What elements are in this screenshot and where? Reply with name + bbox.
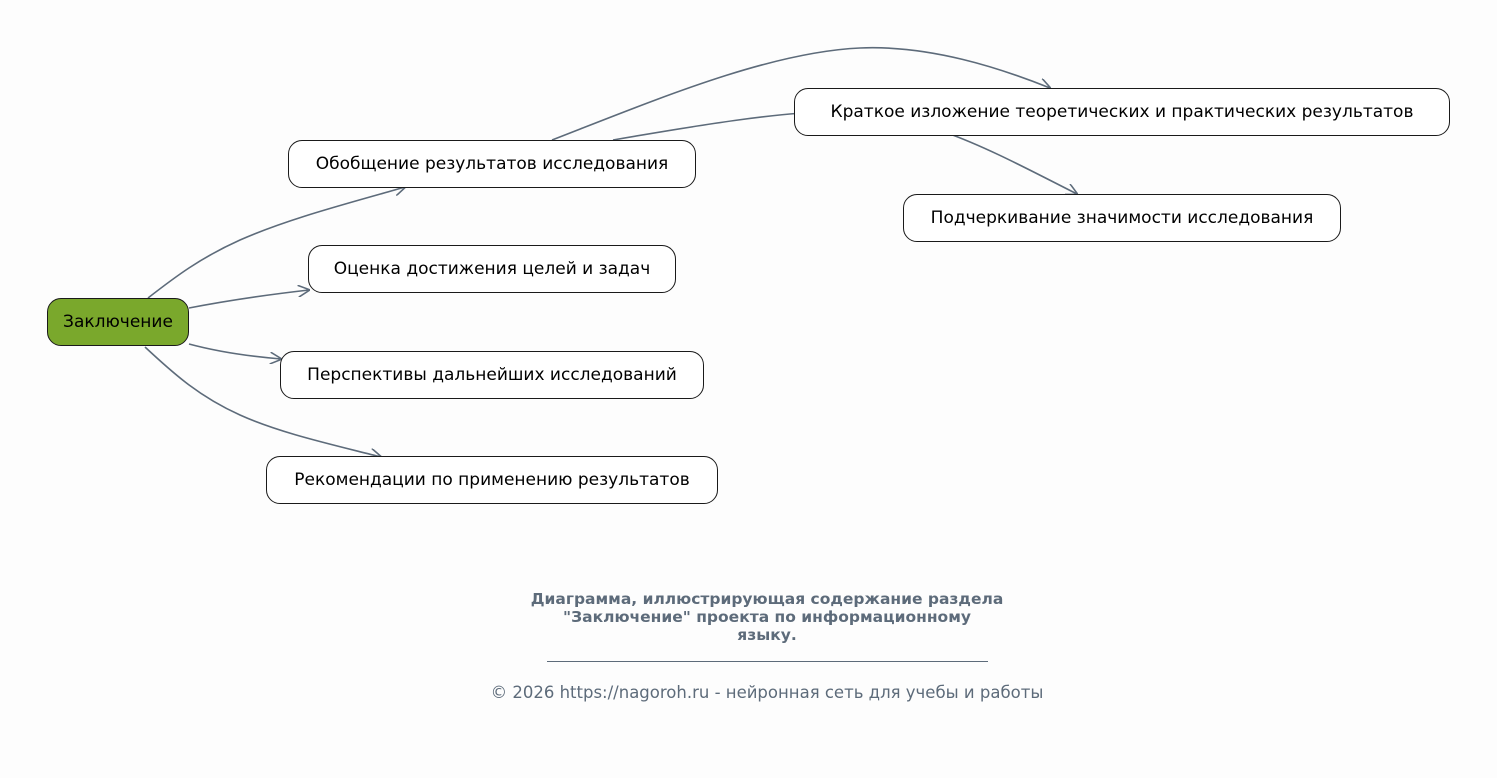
caption-line-1: Диаграмма, иллюстрирующая содержание раздела: [530, 590, 1004, 608]
caption-divider: [547, 661, 988, 662]
node-significance[interactable]: Подчеркивание значимости исследования: [903, 194, 1341, 242]
caption-line-2: "Заключение" проекта по информационному: [563, 608, 971, 626]
node-recommendations[interactable]: Рекомендации по применению результатов: [266, 456, 718, 504]
caption-line-3: языку.: [737, 626, 797, 644]
node-prospects[interactable]: Перспективы дальнейших исследований: [280, 351, 704, 399]
node-conclusion[interactable]: Заключение: [47, 298, 189, 346]
node-goals[interactable]: Оценка достижения целей и задач: [308, 245, 676, 293]
footer-copyright: © 2026 https://nagoroh.ru - нейронная сеть для учебы и работы: [490, 683, 1044, 702]
node-summary[interactable]: Обобщение результатов исследования: [288, 140, 696, 188]
diagram-caption: [467, 590, 1067, 644]
edge-root-goals: [189, 290, 309, 308]
node-brief-summary[interactable]: Краткое изложение теоретических и практических результатов: [794, 88, 1450, 136]
edge-root-prospects: [189, 344, 281, 359]
